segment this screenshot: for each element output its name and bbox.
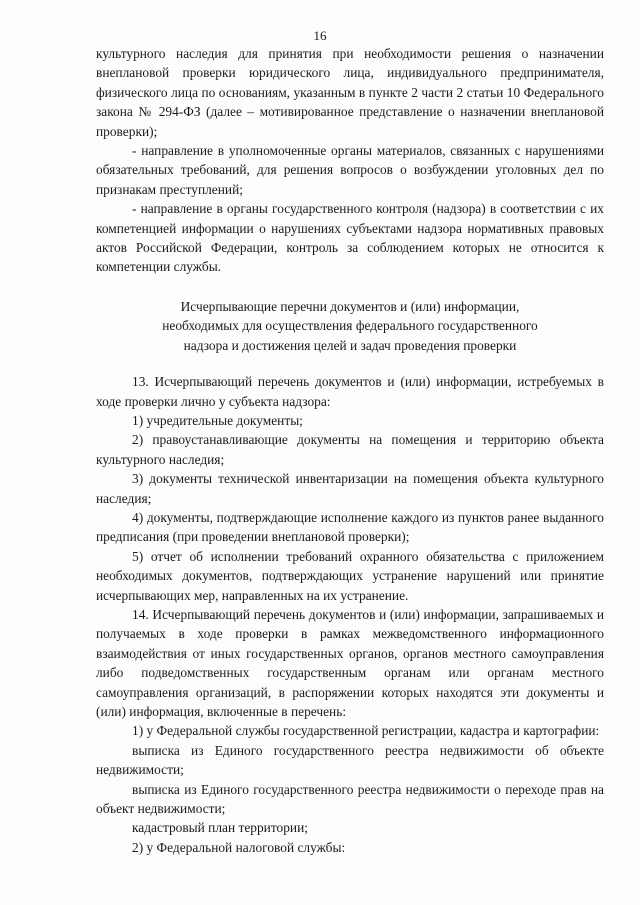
list-item: 2) правоустанавливающие документы на помещения и территорию объекта культурного наследия; xyxy=(96,432,604,467)
paragraph: - направление в органы государственного контроля (надзора) в соответствии с их компетенцией информации о нарушениях субъектами надзора нормативных правовых актов Российской Федерации, контроль за соблюдением которых не относится к компетенции службы. xyxy=(96,201,604,275)
list-item: выписка из Единого государственного реестра недвижимости о переходе прав на объект недвижимости; xyxy=(96,781,604,817)
paragraph: 13. Исчерпывающий перечень документов и (или) информации, истребуемых в ходе проверки лично у субъекта надзора: xyxy=(96,374,604,409)
heading-line: необходимых для осуществления федерального государственного xyxy=(162,318,538,334)
paragraph: культурного наследия для принятия при необходимости решения о назначении внеплановой проверки юридического лица, индивидуального предпринимателя, физического лица по основаниям, указанным в пункте 2 части 2 статьи 10 Федерального закона № 294-ФЗ (далее – мотивированное представление о назначении внеплановой проверки); xyxy=(96,46,604,139)
list-item: 3) документы технической инвентаризации на помещения объекта культурного наследия; xyxy=(96,471,604,506)
list-item: 4) документы, подтверждающие исполнение каждого из пунктов ранее выданного предписания (при проведении внеплановой проверки); xyxy=(96,509,604,545)
list-item: 1) учредительные документы; xyxy=(132,412,303,428)
page-number: 16 xyxy=(313,28,327,43)
list-item: кадастровый план территории; xyxy=(132,820,308,836)
list-item: 5) отчет об исполнении требований охранного обязательства с приложением необходимых документов, подтверждающих устранение нарушений или принятие исчерпывающих мер, направленных на их устранение. xyxy=(96,548,604,603)
heading-line: надзора и достижения целей и задач проведения проверки xyxy=(183,337,517,353)
list-item: 1) у Федеральной службы государственной регистрации, кадастра и картографии: xyxy=(132,723,600,739)
paragraph: 14. Исчерпывающий перечень документов и (или) информации, запрашиваемых и получаемых в ходе проверки в рамках межведомственного информационного взаимодействия от иных государственных органов, органов местного самоуправления либо подведомственных государственным органам или органам местного самоуправления организаций, в распоряжении которых находятся эти документы и (или) информация, включенные в перечень: xyxy=(96,606,604,719)
section-heading xyxy=(96,297,604,355)
paragraph: - направление в уполномоченные органы материалов, связанных с нарушениями обязательных требований, для решения вопросов о возбуждении уголовных дел по признакам преступлений; xyxy=(96,143,604,197)
document-body xyxy=(96,44,604,857)
list-item: выписка из Единого государственного реестра недвижимости об объекте недвижимости; xyxy=(96,742,604,778)
heading-line: Исчерпывающие перечни документов и (или) информации, xyxy=(180,298,520,314)
list-item: 2) у Федеральной налоговой службы: xyxy=(132,839,346,855)
